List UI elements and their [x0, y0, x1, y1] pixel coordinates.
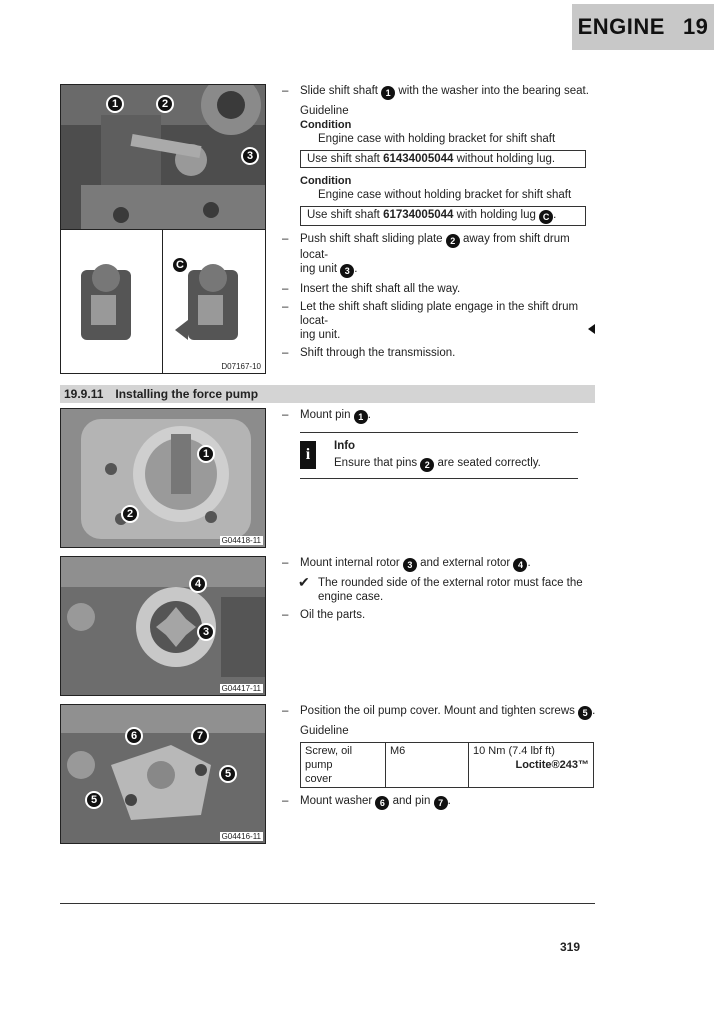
- step-engage: – Let the shift shaft sliding plate engage in the shift drum locat- ing unit.: [282, 301, 579, 341]
- info-icon: i: [300, 441, 316, 469]
- info-text: are seated correctly.: [437, 457, 541, 469]
- check-text: The rounded side of the external rotor must face the: [318, 577, 583, 589]
- box-text: with holding lug: [453, 209, 540, 221]
- info-title: Info: [334, 440, 356, 452]
- step-text: Let the shift shaft sliding plate engage in the shift drum locat-: [300, 301, 579, 327]
- rotor-photo: [60, 556, 266, 696]
- callout-4: 4: [189, 575, 207, 593]
- step-insert: – Insert the shift shaft all the way.: [282, 283, 461, 295]
- box-text: .: [553, 209, 557, 221]
- step-text: .: [527, 557, 531, 569]
- step-mount-washer: – Mount washer 6 and pin 7 .: [282, 795, 451, 808]
- badge: C: [539, 210, 553, 224]
- box-text: Use shift shaft: [307, 153, 384, 165]
- badge: 5: [578, 706, 592, 720]
- badge: 3: [340, 264, 354, 278]
- part-number: 61734005044: [383, 209, 454, 221]
- step-text: Position the oil pump cover. Mount and tighten screws: [300, 705, 575, 717]
- torque-value: [469, 743, 594, 788]
- badge: 6: [375, 796, 389, 810]
- condition-text: Engine case with holding bracket for shift shaft: [318, 133, 556, 145]
- step-position-cover: – Position the oil pump cover. Mount and tighten screws 5 .: [282, 705, 596, 718]
- step-mount-pin: – Mount pin 1 .: [282, 409, 371, 422]
- pump-pin-photo: [60, 408, 266, 548]
- chapter-header: [572, 4, 714, 50]
- torque-text: 10 Nm (7.4 lbf ft): [473, 745, 555, 757]
- figure-code: G04416-11: [221, 832, 261, 841]
- torque-table: [300, 742, 594, 788]
- torque-thread: M6: [386, 743, 469, 788]
- callout-c: C: [171, 256, 189, 274]
- checkmark-icon: ✔: [298, 574, 310, 590]
- condition-label: Condition: [300, 175, 352, 187]
- footer-divider: [60, 903, 595, 904]
- step-text: and pin: [392, 795, 431, 807]
- part-number: 61434005044: [383, 153, 454, 165]
- step-text: ing unit.: [300, 329, 341, 341]
- step-text: .: [354, 263, 358, 275]
- condition-label: Condition: [300, 119, 352, 131]
- condition-box: [300, 206, 586, 226]
- check-note: [282, 576, 598, 604]
- pump-cover-photo: [60, 704, 266, 844]
- pump-cover-instructions: [282, 704, 598, 814]
- step-text: with the washer into the bearing seat.: [398, 85, 589, 97]
- info-text: Ensure that pins: [334, 457, 418, 469]
- step-text: Insert the shift shaft all the way.: [300, 283, 461, 295]
- step-text: Push shift shaft sliding plate: [300, 233, 443, 245]
- part-name: Screw, oil pump: [305, 745, 353, 771]
- callout-5: 5: [219, 765, 237, 783]
- callout-3: 3: [241, 147, 259, 165]
- shift-shaft-with-lug-photo: [162, 229, 266, 374]
- pump-housing-illustration: [61, 409, 265, 547]
- loctite-label: Loctite®243™: [515, 759, 589, 771]
- callout-3: 3: [197, 623, 215, 641]
- callout-2: 2: [121, 505, 139, 523]
- badge: 2: [446, 234, 460, 248]
- section-number: 19.9.11: [64, 387, 104, 401]
- chapter-title: ENGINE: [577, 14, 665, 39]
- callout-7: 7: [191, 727, 209, 745]
- step-oil-parts: – Oil the parts.: [282, 609, 366, 621]
- figure-code: D07167-10: [221, 362, 261, 371]
- step-text: .: [367, 409, 371, 421]
- rotor-instructions: [282, 556, 598, 626]
- step-text: Mount washer: [300, 795, 373, 807]
- step-text: away from shift drum locat-: [300, 233, 570, 261]
- callout-5: 5: [85, 791, 103, 809]
- callout-2: 2: [156, 95, 174, 113]
- callout-6: 6: [125, 727, 143, 745]
- guideline-label: Guideline: [300, 105, 349, 117]
- step-text: and external rotor: [420, 557, 511, 569]
- step-push-plate: – Push shift shaft sliding plate 2 away from shift drum locat- ing unit 3 .: [282, 233, 570, 276]
- shift-shaft-photo: [60, 84, 266, 232]
- callout-1: 1: [197, 445, 215, 463]
- badge: 3: [403, 558, 417, 572]
- torque-part: [301, 743, 386, 788]
- shift-shaft-illustration: [61, 230, 164, 373]
- step-text: Mount internal rotor: [300, 557, 400, 569]
- box-text: Use shift shaft: [307, 209, 384, 221]
- rotor-illustration: [61, 557, 265, 695]
- step-text: Mount pin: [300, 409, 351, 421]
- step-text: .: [592, 705, 596, 717]
- chapter-number: 19: [682, 14, 709, 39]
- badge: 7: [434, 796, 448, 810]
- check-text: engine case.: [318, 591, 384, 603]
- box-text: without holding lug.: [453, 153, 556, 165]
- condition-box: [300, 150, 586, 168]
- shift-shaft-instructions: [282, 84, 598, 364]
- figure-code: G04417-11: [221, 684, 261, 693]
- step-slide-shaft: – Slide shift shaft 1 with the washer into the bearing seat.: [282, 85, 589, 98]
- step-text: .: [447, 795, 451, 807]
- callout-1: 1: [106, 95, 124, 113]
- step-mount-rotors: – Mount internal rotor 3 and external rotor 4 .: [282, 557, 531, 570]
- badge: 4: [513, 558, 527, 572]
- badge: 1: [381, 86, 395, 100]
- step-text: ing unit: [300, 263, 338, 275]
- page-number: 319: [560, 940, 581, 954]
- condition-text: Engine case without holding bracket for shift shaft: [318, 189, 572, 201]
- shift-shaft-without-lug-photo: [60, 229, 165, 374]
- section-title: Installing the force pump: [115, 387, 259, 401]
- step-text: Slide shift shaft: [300, 85, 378, 97]
- info-box: [300, 432, 578, 479]
- step-text: Oil the parts.: [300, 609, 366, 621]
- figure-code: G04418-11: [221, 536, 261, 545]
- shift-shaft-lug-illustration: [163, 230, 265, 373]
- section-heading: [60, 385, 595, 403]
- step-text: Shift through the transmission.: [300, 347, 456, 359]
- badge: 1: [354, 410, 368, 424]
- step-shift: – Shift through the transmission.: [282, 347, 456, 359]
- part-name: cover: [305, 773, 332, 785]
- guideline-label: Guideline: [300, 725, 349, 737]
- end-marker-icon: [588, 324, 595, 334]
- mount-pin-instructions: [282, 408, 598, 479]
- badge: 2: [420, 458, 434, 472]
